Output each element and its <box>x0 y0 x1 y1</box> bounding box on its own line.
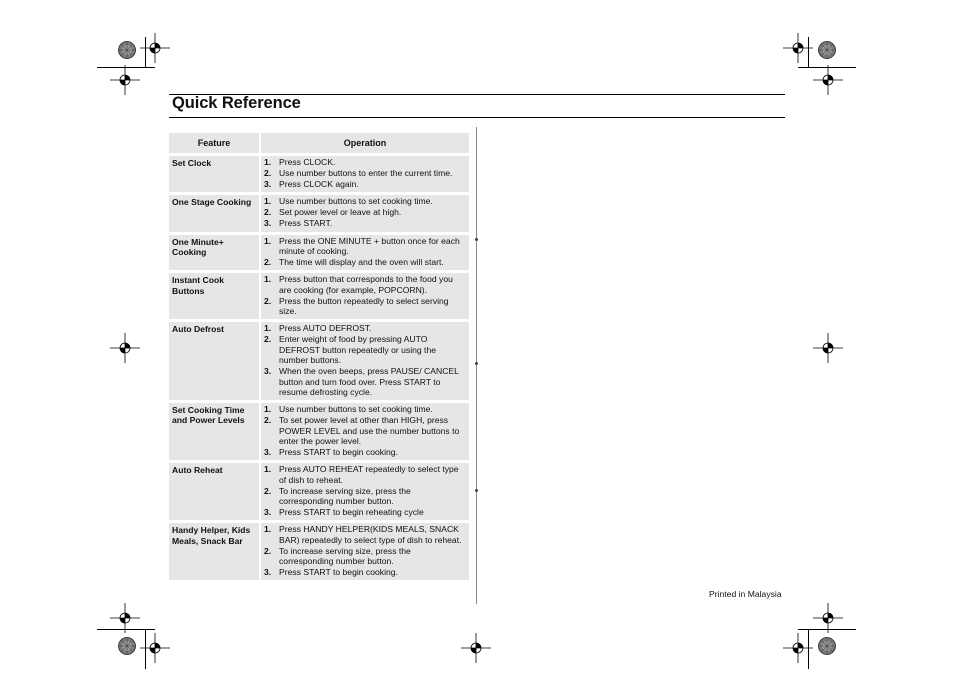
operation-cell <box>261 235 469 271</box>
crop-line <box>798 67 856 68</box>
step-number: 1. <box>264 404 272 415</box>
operation-cell <box>261 523 469 580</box>
step-text: Press the button repeatedly to select serving size. <box>279 295 449 317</box>
table-row <box>169 156 469 192</box>
title-bottom-rule <box>169 117 785 118</box>
operation-step <box>264 366 465 397</box>
step-text: Press the ONE MINUTE + button once for each minute of cooking. <box>279 235 460 256</box>
step-text: Press START. <box>279 218 333 229</box>
operation-step <box>264 274 465 295</box>
divider-dot <box>475 362 478 365</box>
operation-step <box>264 567 465 577</box>
step-text: Use number buttons to set cooking time. <box>279 196 433 207</box>
operation-step <box>264 507 465 517</box>
page-title: Quick Reference <box>172 94 301 112</box>
step-number: 2. <box>264 257 272 268</box>
operation-step <box>264 447 465 457</box>
step-number: 2. <box>264 545 272 556</box>
feature-cell: Auto Defrost <box>169 322 259 400</box>
step-text: Press START to begin reheating cycle <box>279 507 424 518</box>
step-text: Enter weight of food by pressing AUTO DEFROST button repeatedly or using the number buttons. <box>279 334 436 366</box>
operation-step <box>264 404 465 414</box>
operation-step <box>264 218 465 228</box>
crop-line <box>145 37 146 67</box>
step-number: 3. <box>264 366 272 377</box>
registration-mark-icon <box>461 633 491 663</box>
color-target-icon <box>818 637 836 655</box>
step-number: 2. <box>264 168 272 179</box>
step-number: 2. <box>264 207 272 218</box>
step-text: Press START to begin cooking. <box>279 567 398 578</box>
step-text: Press CLOCK. <box>279 157 336 167</box>
operation-step <box>264 524 465 545</box>
operation-step <box>264 486 465 507</box>
operation-step <box>264 464 465 485</box>
operation-cell <box>261 322 469 400</box>
table-row <box>169 195 469 231</box>
step-number: 1. <box>264 274 272 285</box>
step-text: Press button that corresponds to the food you are cooking (for example, POPCORN). <box>279 274 453 295</box>
color-target-icon <box>118 637 136 655</box>
operation-cell <box>261 273 469 319</box>
step-text: Use number buttons to set cooking time. <box>279 404 433 415</box>
feature-cell: Auto Reheat <box>169 463 259 520</box>
operation-cell <box>261 403 469 460</box>
step-text: When the oven beeps, press PAUSE/ CANCEL button and turn food over. Press START to resume defrosting cycle. <box>279 366 459 397</box>
operation-step <box>264 179 465 189</box>
step-text: Use number buttons to enter the current time. <box>279 168 453 179</box>
color-target-icon <box>118 41 136 59</box>
step-number: 2. <box>264 485 272 496</box>
divider-dot <box>475 238 478 241</box>
operation-step <box>264 415 465 446</box>
operation-step <box>264 168 465 178</box>
operation-step <box>264 323 465 333</box>
crop-line <box>798 629 856 630</box>
column-divider <box>476 127 477 604</box>
quick-reference-table <box>169 133 469 580</box>
table-row <box>169 523 469 580</box>
operation-step <box>264 334 465 365</box>
step-number: 1. <box>264 157 272 167</box>
step-number: 1. <box>264 323 272 334</box>
step-text: Press AUTO DEFROST. <box>279 323 372 334</box>
step-text: To set power level at other than HIGH, press POWER LEVEL and use the number buttons to enter the power level. <box>279 415 460 446</box>
feature-cell: One Minute+ Cooking <box>169 235 259 271</box>
step-text: Press AUTO REHEAT repeatedly to select type of dish to reheat. <box>279 464 459 485</box>
step-number: 1. <box>264 196 272 207</box>
operation-step <box>264 207 465 217</box>
step-text: Press HANDY HELPER(KIDS MEALS, SNACK BAR) repeatedly to select type of dish to reheat. <box>279 524 462 545</box>
step-text: Press CLOCK again. <box>279 179 359 190</box>
crop-line <box>145 629 146 669</box>
table-row <box>169 235 469 271</box>
operation-step <box>264 196 465 206</box>
table-row <box>169 463 469 520</box>
step-number: 1. <box>264 235 272 246</box>
header-operation: Operation <box>261 133 469 153</box>
feature-cell: Set Clock <box>169 156 259 192</box>
operation-step <box>264 157 465 167</box>
registration-mark-icon <box>110 333 140 363</box>
step-number: 3. <box>264 447 272 458</box>
table-header <box>169 133 469 153</box>
step-text: To increase serving size, press the corresponding number button. <box>279 485 411 507</box>
divider-dot <box>475 489 478 492</box>
step-number: 3. <box>264 179 272 190</box>
operation-step <box>264 257 465 267</box>
table-row <box>169 322 469 400</box>
step-text: The time will display and the oven will start. <box>279 257 444 268</box>
feature-cell: Set Cooking Time and Power Levels <box>169 403 259 460</box>
registration-mark-icon <box>813 65 843 95</box>
operation-cell <box>261 195 469 231</box>
color-target-icon <box>818 41 836 59</box>
crop-line <box>97 67 155 68</box>
header-feature: Feature <box>169 133 259 153</box>
feature-cell: Handy Helper, Kids Meals, Snack Bar <box>169 523 259 580</box>
registration-mark-icon <box>110 65 140 95</box>
step-number: 1. <box>264 524 272 535</box>
feature-cell: One Stage Cooking <box>169 195 259 231</box>
step-number: 2. <box>264 415 272 426</box>
operation-cell <box>261 463 469 520</box>
table-body <box>169 156 469 580</box>
crop-line <box>97 629 155 630</box>
operation-step <box>264 546 465 567</box>
operation-step <box>264 236 465 257</box>
table-row <box>169 403 469 460</box>
step-text: To increase serving size, press the corresponding number button. <box>279 545 411 567</box>
step-text: Set power level or leave at high. <box>279 207 402 218</box>
step-number: 3. <box>264 507 272 518</box>
operation-step <box>264 296 465 317</box>
registration-mark-icon <box>813 333 843 363</box>
table-row <box>169 273 469 319</box>
step-text: Press START to begin cooking. <box>279 447 398 458</box>
step-number: 1. <box>264 464 272 475</box>
operation-cell <box>261 156 469 192</box>
step-number: 2. <box>264 334 272 345</box>
crop-line <box>808 629 809 669</box>
feature-cell: Instant Cook Buttons <box>169 273 259 319</box>
printed-in-note: Printed in Malaysia <box>709 589 782 599</box>
crop-line <box>808 37 809 67</box>
step-number: 3. <box>264 218 272 229</box>
step-number: 3. <box>264 567 272 578</box>
step-number: 2. <box>264 295 272 306</box>
